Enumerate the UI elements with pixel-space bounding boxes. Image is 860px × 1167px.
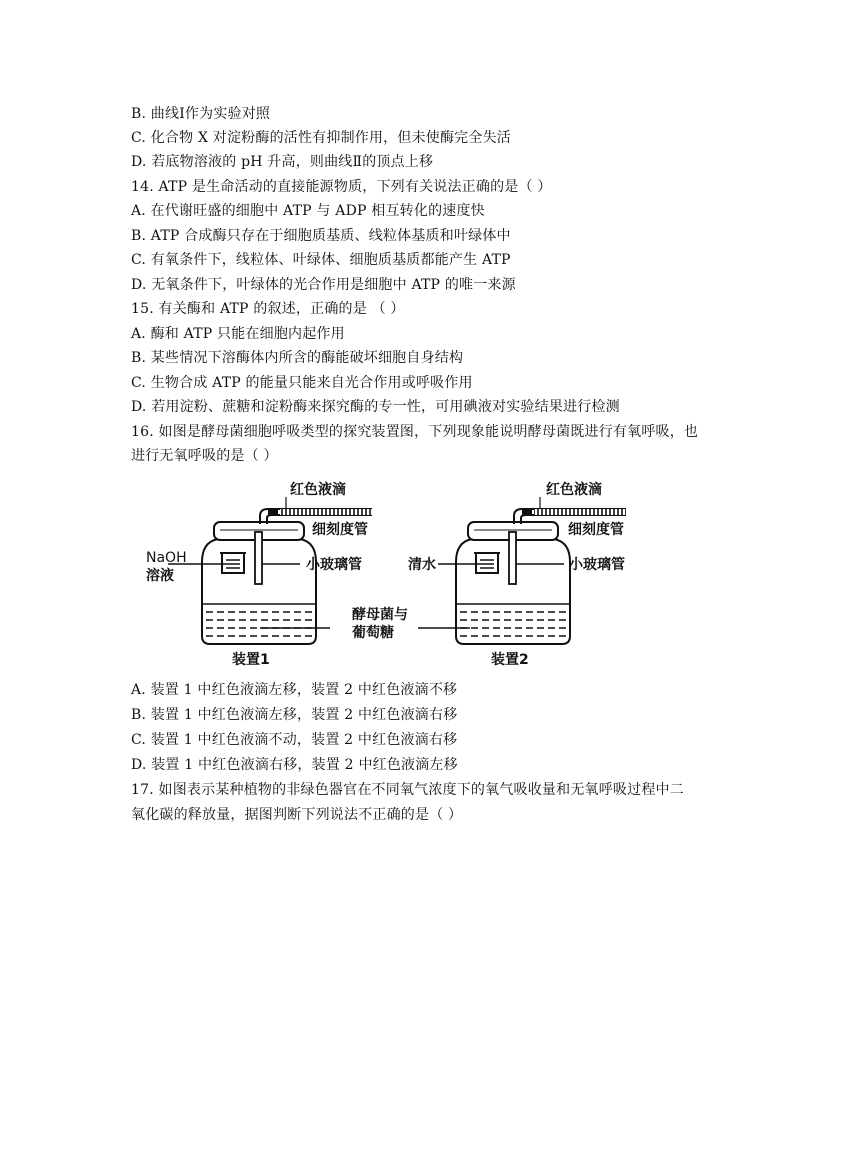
option-14-a: A. 在代谢旺盛的细胞中 ATP 与 ADP 相互转化的速度快	[131, 203, 485, 219]
option-13-b: B. 曲线Ⅰ作为实验对照	[131, 106, 271, 122]
yeast-label-line1: 酵母菌与	[352, 607, 408, 623]
option-15-c: C. 生物合成 ATP 的能量只能来自光合作用或呼吸作用	[131, 375, 473, 391]
option-15-b: B. 某些情况下溶酶体内所含的酶能破坏细胞自身结构	[131, 350, 464, 366]
red-drop-2	[522, 509, 532, 515]
naoh-label-line2: 溶液	[146, 568, 174, 584]
option-14-b: B. ATP 合成酶只存在于细胞质基质、线粒体基质和叶绿体中	[131, 228, 511, 244]
question-17-line2: 氧化碳的释放量，据图判断下列说法不正确的是（ ）	[131, 807, 463, 823]
fine-tube-label-1: 细刻度管	[312, 522, 368, 538]
fine-tube-label-2: 细刻度管	[568, 522, 624, 538]
question-14: 14. ATP 是生命活动的直接能源物质，下列有关说法正确的是（ ）	[131, 179, 552, 195]
fine-scale-tube-1	[280, 509, 372, 515]
water-label: 清水	[408, 557, 436, 573]
water-cup	[474, 553, 500, 573]
red-drop-label-2: 红色液滴	[546, 482, 602, 498]
option-16-b: B. 装置 1 中红色液滴左移，装置 2 中红色液滴右移	[131, 707, 458, 723]
option-13-d: D. 若底物溶液的 pH 升高，则曲线Ⅱ的顶点上移	[131, 154, 434, 170]
naoh-cup	[220, 553, 246, 573]
device-1-label: 装置1	[232, 652, 270, 668]
glass-tube-label-2: 小玻璃管	[569, 557, 625, 573]
fine-scale-tube-2	[534, 509, 626, 515]
yeast-respiration-apparatus-figure	[140, 476, 640, 672]
option-16-c: C. 装置 1 中红色液滴不动，装置 2 中红色液滴右移	[131, 732, 458, 748]
option-15-a: A. 酶和 ATP 只能在细胞内起作用	[131, 326, 345, 342]
device-2-label: 装置2	[491, 652, 529, 668]
question-16-line1: 16. 如图是酵母菌细胞呼吸类型的探究装置图，下列现象能说明酵母菌既进行有氧呼吸，也	[131, 424, 699, 440]
red-drop-1	[268, 509, 278, 515]
option-16-a: A. 装置 1 中红色液滴左移，装置 2 中红色液滴不移	[131, 682, 458, 698]
option-15-d: D. 若用淀粉、蔗糖和淀粉酶来探究酶的专一性，可用碘液对实验结果进行检测	[131, 399, 620, 415]
question-15: 15. 有关酶和 ATP 的叙述，正确的是 （ ）	[131, 301, 405, 317]
yeast-label-line2: 葡萄糖	[352, 625, 394, 641]
option-14-d: D. 无氧条件下，叶绿体的光合作用是细胞中 ATP 的唯一来源	[131, 277, 516, 293]
glass-tube-label-1: 小玻璃管	[306, 557, 362, 573]
option-13-c: C. 化合物 X 对淀粉酶的活性有抑制作用，但未使酶完全失活	[131, 130, 511, 146]
question-16-line2: 进行无氧呼吸的是（ ）	[131, 448, 278, 464]
option-14-c: C. 有氧条件下，线粒体、叶绿体、细胞质基质都能产生 ATP	[131, 252, 511, 268]
question-17-line1: 17. 如图表示某种植物的非绿色器官在不同氧气浓度下的氧气吸收量和无氧呼吸过程中二	[131, 782, 684, 798]
option-16-d: D. 装置 1 中红色液滴右移，装置 2 中红色液滴左移	[131, 757, 458, 773]
red-drop-label-1: 红色液滴	[290, 482, 346, 498]
naoh-label-line1: NaOH	[146, 550, 187, 566]
